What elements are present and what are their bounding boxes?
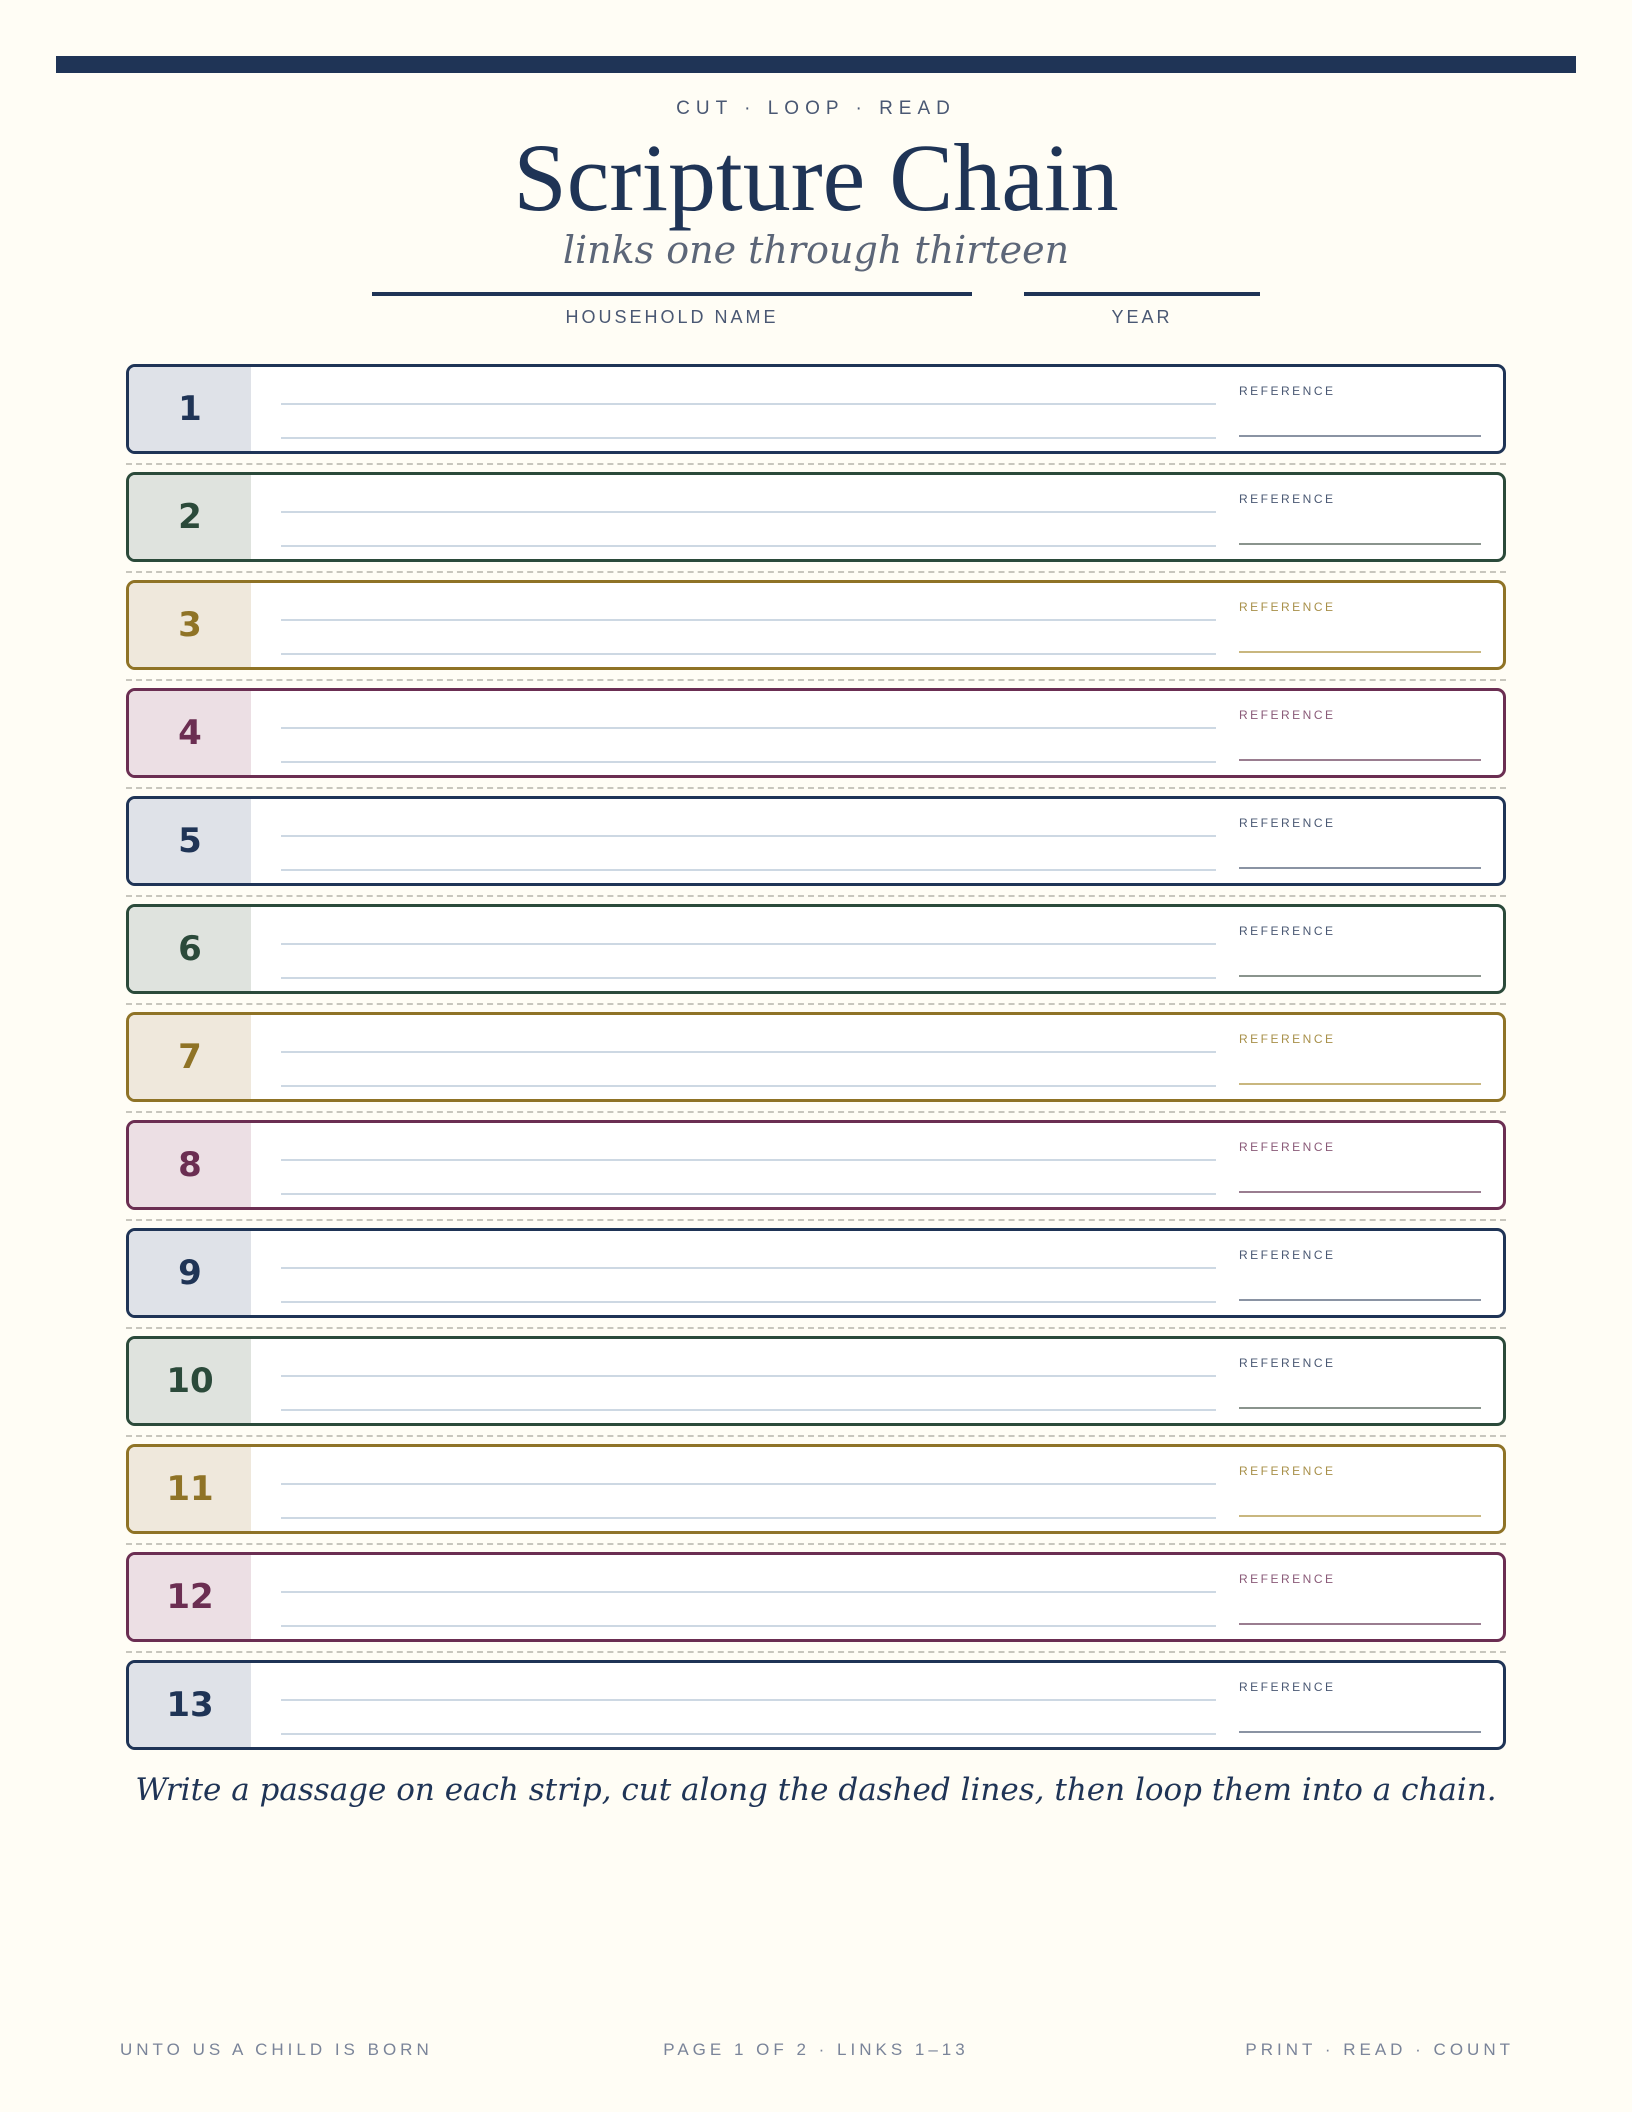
cut-line [126, 571, 1506, 573]
reference-label: REFERENCE [1239, 816, 1336, 830]
writing-line[interactable] [281, 653, 1216, 655]
strip-number: 4 [129, 691, 251, 775]
writing-line[interactable] [281, 1159, 1216, 1161]
reference-label: REFERENCE [1239, 924, 1336, 938]
writing-line[interactable] [281, 761, 1216, 763]
writing-line[interactable] [281, 1625, 1216, 1627]
writing-line[interactable] [281, 619, 1216, 621]
footer-left: UNTO US A CHILD IS BORN [120, 2040, 433, 2059]
reference-line[interactable] [1239, 1299, 1481, 1301]
writing-line[interactable] [281, 1733, 1216, 1735]
strip-number: 10 [129, 1339, 251, 1423]
writing-line[interactable] [281, 1051, 1216, 1053]
chain-strip[interactable] [126, 1228, 1506, 1318]
cut-line [126, 1543, 1506, 1545]
writing-line[interactable] [281, 977, 1216, 979]
year-label: YEAR [1111, 307, 1173, 327]
reference-label: REFERENCE [1239, 1248, 1336, 1262]
strip-number: 2 [129, 475, 251, 559]
chain-strip[interactable] [126, 1444, 1506, 1534]
strip-number: 1 [129, 367, 251, 451]
reference-line[interactable] [1239, 759, 1481, 761]
chain-strip[interactable] [126, 1120, 1506, 1210]
household-name-label: HOUSEHOLD NAME [565, 307, 779, 327]
page-title: Scripture Chain [513, 124, 1119, 231]
reference-line[interactable] [1239, 651, 1481, 653]
cut-line [126, 463, 1506, 465]
writing-line[interactable] [281, 1699, 1216, 1701]
cut-line [126, 1435, 1506, 1437]
cut-line [126, 1111, 1506, 1113]
strip-number: 8 [129, 1123, 251, 1207]
chain-strip[interactable] [126, 580, 1506, 670]
cut-line [126, 895, 1506, 897]
writing-line[interactable] [281, 545, 1216, 547]
reference-label: REFERENCE [1239, 384, 1336, 398]
year-line[interactable] [1024, 292, 1260, 296]
reference-line[interactable] [1239, 975, 1481, 977]
writing-line[interactable] [281, 1267, 1216, 1269]
writing-line[interactable] [281, 1301, 1216, 1303]
top-accent-bar [56, 56, 1576, 73]
writing-line[interactable] [281, 869, 1216, 871]
chain-strip[interactable] [126, 688, 1506, 778]
chain-strip[interactable] [126, 904, 1506, 994]
strip-number: 7 [129, 1015, 251, 1099]
footer-center: PAGE 1 OF 2 · LINKS 1–13 [663, 2040, 969, 2059]
reference-label: REFERENCE [1239, 1032, 1336, 1046]
writing-line[interactable] [281, 1085, 1216, 1087]
cut-line [126, 1327, 1506, 1329]
strip-number: 13 [129, 1663, 251, 1747]
kicker-text: CUT · LOOP · READ [676, 98, 956, 119]
reference-line[interactable] [1239, 543, 1481, 545]
writing-line[interactable] [281, 511, 1216, 513]
reference-label: REFERENCE [1239, 492, 1336, 506]
strip-number: 6 [129, 907, 251, 991]
writing-line[interactable] [281, 403, 1216, 405]
strip-number: 3 [129, 583, 251, 667]
reference-label: REFERENCE [1239, 1356, 1336, 1370]
writing-line[interactable] [281, 727, 1216, 729]
chain-strip[interactable] [126, 1336, 1506, 1426]
writing-line[interactable] [281, 1483, 1216, 1485]
writing-line[interactable] [281, 437, 1216, 439]
reference-line[interactable] [1239, 867, 1481, 869]
writing-line[interactable] [281, 1409, 1216, 1411]
reference-label: REFERENCE [1239, 1464, 1336, 1478]
reference-line[interactable] [1239, 1515, 1481, 1517]
writing-line[interactable] [281, 1517, 1216, 1519]
cut-line [126, 1219, 1506, 1221]
strip-number: 9 [129, 1231, 251, 1315]
reference-label: REFERENCE [1239, 1140, 1336, 1154]
reference-label: REFERENCE [1239, 1680, 1336, 1694]
reference-line[interactable] [1239, 435, 1481, 437]
cut-line [126, 679, 1506, 681]
reference-line[interactable] [1239, 1083, 1481, 1085]
reference-label: REFERENCE [1239, 708, 1336, 722]
strip-number: 5 [129, 799, 251, 883]
chain-strip[interactable] [126, 1552, 1506, 1642]
chain-strip[interactable] [126, 796, 1506, 886]
cut-line [126, 1003, 1506, 1005]
household-name-line[interactable] [372, 292, 972, 296]
writing-line[interactable] [281, 1591, 1216, 1593]
reference-line[interactable] [1239, 1623, 1481, 1625]
reference-label: REFERENCE [1239, 1572, 1336, 1586]
chain-strip[interactable] [126, 364, 1506, 454]
chain-strip[interactable] [126, 472, 1506, 562]
chain-strip[interactable] [126, 1660, 1506, 1750]
writing-line[interactable] [281, 943, 1216, 945]
strip-number: 11 [129, 1447, 251, 1531]
instruction-text: Write a passage on each strip, cut along the dashed lines, then loop them into a chain. [135, 1772, 1497, 1808]
reference-line[interactable] [1239, 1407, 1481, 1409]
cut-line [126, 787, 1506, 789]
footer-right: PRINT · READ · COUNT [1245, 2040, 1514, 2059]
reference-line[interactable] [1239, 1731, 1481, 1733]
reference-line[interactable] [1239, 1191, 1481, 1193]
page-subtitle: links one through thirteen [562, 228, 1070, 272]
strip-number: 12 [129, 1555, 251, 1639]
writing-line[interactable] [281, 1375, 1216, 1377]
chain-strip[interactable] [126, 1012, 1506, 1102]
reference-label: REFERENCE [1239, 600, 1336, 614]
cut-line [126, 1651, 1506, 1653]
writing-line[interactable] [281, 835, 1216, 837]
writing-line[interactable] [281, 1193, 1216, 1195]
